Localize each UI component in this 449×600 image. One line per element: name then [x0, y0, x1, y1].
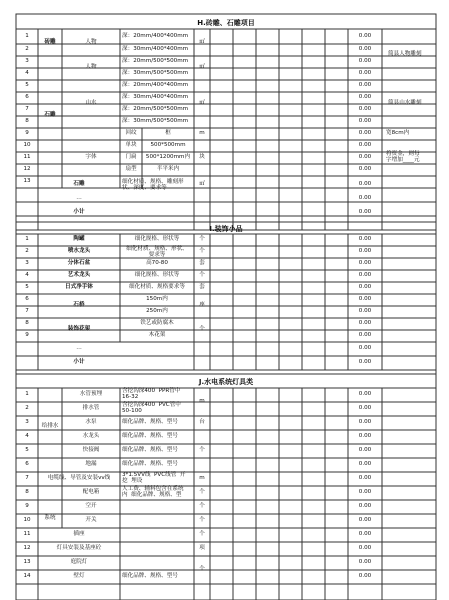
row-number: 12: [23, 545, 31, 551]
item-name: 灯具安装及基座砼: [56, 545, 102, 551]
amount: 0.00: [358, 461, 372, 467]
amount: 0.00: [358, 573, 372, 579]
amount: 0.00: [358, 517, 372, 523]
spec-text: 高70-80: [146, 260, 168, 266]
amount: 0.00: [358, 82, 372, 88]
dash-row: …: [76, 345, 82, 351]
unit: ㎡: [199, 39, 205, 45]
sub-label-figure2: 人物: [85, 64, 97, 70]
amount: 0.00: [358, 332, 372, 338]
unit: 个: [199, 517, 205, 523]
spec-text: 深：30mm/500*500mm: [122, 118, 189, 124]
note-text: 简县人物雕刻: [388, 51, 422, 57]
item-name: 快接阀: [82, 447, 100, 453]
row-number: 7: [25, 475, 29, 481]
amount: 0.00: [358, 391, 372, 397]
amount: 0.00: [358, 195, 372, 201]
spec-text: 深：30mm/500*500mm: [122, 70, 189, 76]
amount: 0.00: [358, 447, 372, 453]
unit: ㎡: [199, 181, 205, 187]
group-label-water: 给排水: [41, 423, 59, 429]
unit: ㎡: [199, 100, 205, 106]
unit: m: [199, 130, 205, 136]
amount: 0.00: [358, 545, 372, 551]
item-name: 陶罐: [73, 236, 85, 242]
spec-text: 150m内: [146, 296, 168, 302]
row-number: 2: [25, 405, 29, 411]
unit: 个: [199, 236, 205, 242]
row-number: 5: [25, 82, 29, 88]
amount: 0.00: [358, 260, 372, 266]
spec-text: 细化品牌、规格、型号: [122, 433, 178, 439]
spec-text: 细化品牌、规格、型号: [122, 419, 178, 425]
row-number: 11: [23, 531, 31, 537]
row-number: 6: [25, 461, 29, 467]
unit: 项: [199, 545, 205, 551]
spec-text: 含挖沟深400 PPR管中 16-32: [122, 388, 181, 400]
amount: 0.00: [358, 320, 372, 326]
amount: 0.00: [358, 181, 372, 187]
spec-text: 深：20mm/400*400mm: [122, 82, 189, 88]
subtotal-amount: 0.00: [358, 359, 372, 365]
amount: 0.00: [358, 308, 372, 314]
row-number: 8: [25, 118, 29, 124]
unit: 个: [199, 503, 205, 509]
row-number: 6: [25, 296, 29, 302]
unit: 个: [199, 531, 205, 537]
row-number: 14: [23, 573, 31, 579]
row-number: 5: [25, 447, 29, 453]
spec-text: 深：30mm/400*400mm: [122, 46, 189, 52]
amount: 0.00: [358, 248, 372, 254]
row-number: 8: [25, 489, 29, 495]
unit: 块: [199, 154, 205, 160]
unit: ㎡: [199, 64, 205, 70]
note-text: 宽8cm内: [386, 130, 410, 136]
spec-text: 人工费、辅料包含在系统 内 细化品牌、规格、型: [122, 486, 184, 498]
dash-row: …: [76, 195, 82, 201]
group-label-brick: 砖雕: [44, 39, 56, 45]
unit: 套: [199, 260, 205, 266]
amount: 0.00: [358, 345, 372, 351]
item-name: 水管预埋: [79, 391, 103, 397]
item-name: 石雕: [73, 181, 85, 187]
spec-text: 半平米内: [156, 166, 180, 172]
amount: 0.00: [358, 272, 372, 278]
row-number: 3: [25, 419, 29, 425]
unit: m: [199, 475, 205, 481]
spec-text: 深：20mm/400*400mm: [122, 33, 189, 39]
spec-text: 细化品牌、规格、型号: [122, 573, 178, 579]
item-name: 电缆线、导管及安装vv线: [47, 475, 111, 481]
amount: 0.00: [358, 130, 372, 136]
row-number: 7: [25, 308, 29, 314]
row-number: 2: [25, 248, 29, 254]
spec-text: 细化品牌、规格、型号: [122, 447, 178, 453]
row-number: 13: [23, 559, 31, 565]
unit: 座: [199, 302, 205, 308]
spec-text: 细化材质、规格、雕刻形 状、深度、要求等: [122, 179, 184, 191]
amount: 0.00: [358, 284, 372, 290]
spec-text: 框: [165, 130, 171, 136]
row-number: 5: [25, 284, 29, 290]
amount: 0.00: [358, 118, 372, 124]
amount: 0.00: [358, 46, 372, 52]
spec-text: 3*1.5VV线 PVC线管 开 挖 埋设: [122, 472, 186, 484]
amount: 0.00: [358, 531, 372, 537]
spec-type: 扇型: [125, 166, 137, 172]
unit: m: [199, 398, 205, 404]
subtotal-label: 小计: [73, 359, 85, 365]
item-name: 庭院灯: [70, 559, 88, 565]
spec-text: 500*1200mm内: [145, 154, 191, 160]
amount: 0.00: [358, 106, 372, 112]
amount: 0.00: [358, 70, 372, 76]
item-name: 壁灯: [73, 573, 85, 579]
amount: 0.00: [358, 503, 372, 509]
row-number: 13: [23, 178, 31, 184]
item-name: 石桥: [73, 302, 85, 308]
item-name: 空开: [85, 503, 97, 509]
section-title-j: J.水电系统灯具类: [198, 378, 254, 386]
row-number: 9: [25, 130, 29, 136]
amount: 0.00: [358, 142, 372, 148]
spec-type: 门扁: [125, 154, 137, 160]
section-title-h: H.砖雕、石雕项目: [197, 19, 255, 27]
row-number: 3: [25, 260, 29, 266]
item-name: 水泵: [85, 419, 97, 425]
row-number: 2: [25, 46, 29, 52]
subtotal-label: 小计: [73, 209, 85, 215]
item-name: 插座: [73, 531, 85, 537]
spec-text: 细化材质、规格、形状、 要求等: [126, 246, 188, 258]
sub-label-landscape: 山水: [85, 100, 97, 106]
item-name: 开关: [85, 517, 97, 523]
subtotal-amount: 0.00: [358, 209, 372, 215]
unit: 套: [199, 284, 205, 290]
amount: 0.00: [358, 489, 372, 495]
item-name: 喷水龙头: [67, 248, 91, 254]
group-label-system: 系统: [44, 515, 56, 521]
row-number: 10: [23, 517, 31, 523]
spec-text: 250m内: [146, 308, 168, 314]
amount: 0.00: [358, 94, 372, 100]
item-name: 艺术龙头: [67, 272, 91, 278]
group-label-stone: 石雕: [44, 112, 56, 118]
amount: 0.00: [358, 33, 372, 39]
unit: 个: [199, 272, 205, 278]
section-title-i: I.装饰小品: [209, 225, 243, 233]
spec-text: 细化规格、形状等: [134, 236, 180, 242]
amount: 0.00: [358, 433, 372, 439]
spec-type: 回纹: [125, 130, 137, 136]
row-number: 1: [25, 33, 29, 39]
row-number: 8: [25, 320, 29, 326]
row-number: 6: [25, 94, 29, 100]
row-number: 7: [25, 106, 29, 112]
spec-text: 细化品牌、规格、型号: [122, 461, 178, 467]
row-number: 9: [25, 503, 29, 509]
spec-text: 细化材质、规格要求等: [129, 284, 185, 290]
amount: 0.00: [358, 166, 372, 172]
unit: 台: [199, 419, 205, 425]
unit: 个: [199, 248, 205, 254]
spec-text: 细化规格、形状等: [134, 272, 180, 278]
row-number: 1: [25, 391, 29, 397]
row-number: 11: [23, 154, 31, 160]
spec-text: 铁艺或防腐木: [140, 320, 174, 326]
unit: 个: [199, 566, 205, 572]
unit: 个: [199, 326, 205, 332]
spec-text: 含挖沟深400 PVC管中 50-100: [122, 402, 181, 414]
item-name: 水龙头: [82, 433, 100, 439]
row-number: 4: [25, 433, 29, 439]
spec-text: 木花架: [148, 332, 166, 338]
sub-label-script: 字体: [85, 154, 97, 160]
sub-label-figure: 人物: [85, 39, 97, 45]
amount: 0.00: [358, 559, 372, 565]
item-name: 装饰花架: [67, 326, 91, 332]
item-name: 日式净手钵: [65, 284, 93, 290]
row-number: 9: [25, 332, 29, 338]
unit: 个: [199, 447, 205, 453]
spec-type: 单块: [125, 142, 137, 148]
spec-text: 深：30mm/400*400mm: [122, 94, 189, 100]
unit: 个: [199, 489, 205, 495]
row-number: 4: [25, 70, 29, 76]
row-number: 1: [25, 236, 29, 242]
amount: 0.00: [358, 58, 372, 64]
row-number: 3: [25, 58, 29, 64]
row-number: 12: [23, 166, 31, 172]
spec-text: 深：20mm/500*500mm: [122, 106, 189, 112]
amount: 0.00: [358, 405, 372, 411]
amount: 0.00: [358, 419, 372, 425]
spec-text: 500*500mm: [150, 142, 186, 148]
amount: 0.00: [358, 236, 372, 242]
amount: 0.00: [358, 475, 372, 481]
item-name: 排水管: [82, 405, 100, 411]
amount: 0.00: [358, 296, 372, 302]
spec-text: 深：20mm/500*500mm: [122, 58, 189, 64]
item-name: 配电箱: [82, 489, 100, 495]
item-name: 地漏: [85, 461, 97, 467]
note-text: 将资金，则每 字增加____元: [386, 151, 420, 163]
amount: 0.00: [358, 154, 372, 160]
row-number: 10: [23, 142, 31, 148]
row-number: 4: [25, 272, 29, 278]
item-name: 分体石盆: [67, 260, 91, 266]
note-text: 简县山水雕刻: [388, 100, 422, 106]
